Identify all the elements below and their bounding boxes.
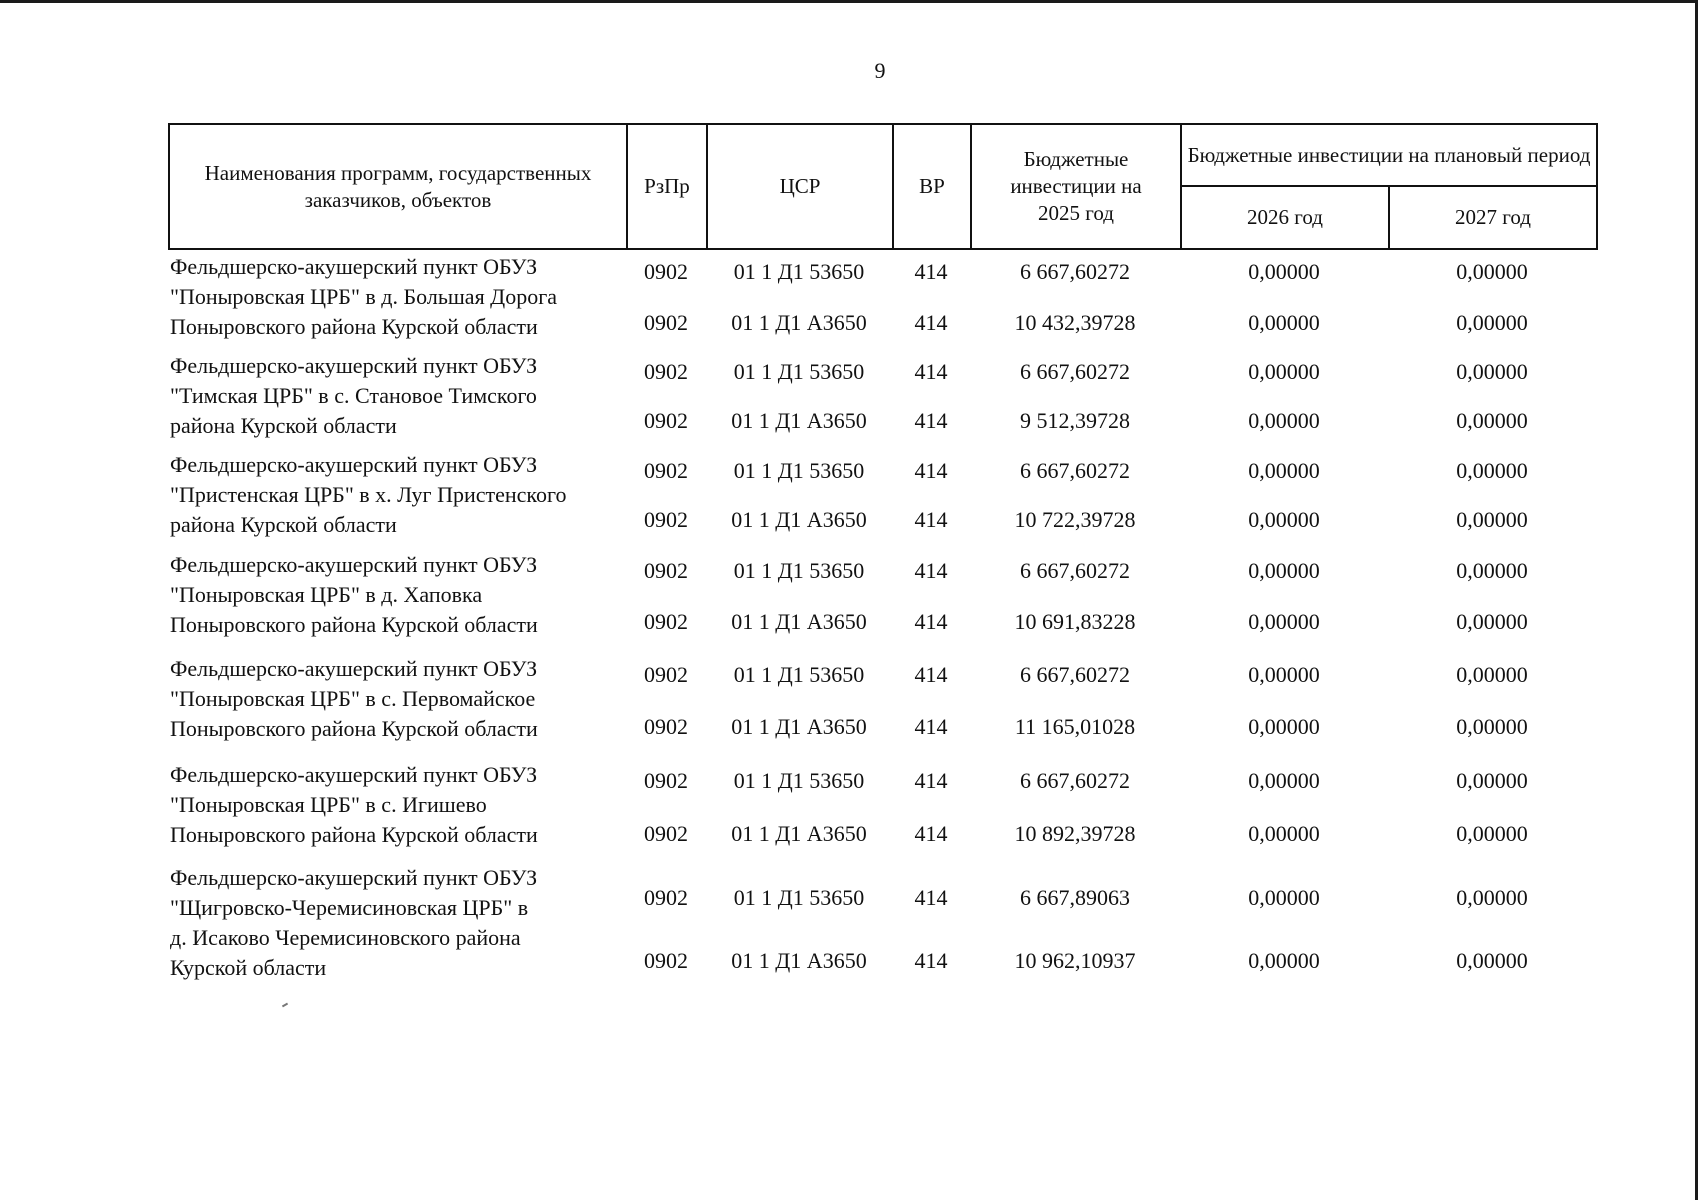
- cell-y2026: 0,00000: [1248, 821, 1320, 846]
- cell-rzpr: 0902: [644, 948, 688, 973]
- cell-vr: 414: [914, 948, 948, 973]
- cell-csr: 01 1 Д1 А3650: [731, 507, 867, 532]
- cell-y2026: 0,00000: [1248, 662, 1320, 687]
- cell-y2027: 0,00000: [1456, 885, 1528, 910]
- object-name: Фельдшерско-акушерский пункт ОБУЗ "Поныровская ЦРБ" в с. Игишево Поныровского района Курской области: [170, 762, 538, 847]
- header-vr: ВР: [893, 124, 971, 249]
- cell-vr: 414: [914, 609, 948, 634]
- cell-y2027: 0,00000: [1456, 609, 1528, 634]
- object-name: Фельдшерско-акушерский пункт ОБУЗ "Щигровско-Черемисиновская ЦРБ" в д. Исаково Черемисиновского района Курской области: [170, 865, 538, 980]
- cell-y2025: 6 667,60272: [1020, 662, 1130, 687]
- cell-y2027: 0,00000: [1456, 507, 1528, 532]
- cell-csr: 01 1 Д1 А3650: [731, 821, 867, 846]
- cell-vr: 414: [914, 821, 948, 846]
- cell-rzpr: 0902: [644, 714, 688, 739]
- cell-rzpr: 0902: [644, 768, 688, 793]
- cell-rzpr: 0902: [644, 821, 688, 846]
- cell-y2025: 10 722,39728: [1014, 507, 1136, 532]
- cell-csr: 01 1 Д1 А3650: [731, 609, 867, 634]
- cell-vr: 414: [914, 507, 948, 532]
- cell-y2025: 6 667,89063: [1020, 885, 1130, 910]
- cell-y2026: 0,00000: [1248, 458, 1320, 483]
- cell-vr: 414: [914, 259, 948, 284]
- cell-y2026: 0,00000: [1248, 408, 1320, 433]
- cell-y2027: 0,00000: [1456, 558, 1528, 583]
- cell-rzpr: 0902: [644, 507, 688, 532]
- object-name: Фельдшерско-акушерский пункт ОБУЗ "Поныровская ЦРБ" в д. Хаповка Поныровского района Курской области: [170, 552, 538, 637]
- cell-rzpr: 0902: [644, 662, 688, 687]
- cell-y2027: 0,00000: [1456, 408, 1528, 433]
- cell-y2027: 0,00000: [1456, 948, 1528, 973]
- cell-y2025: 11 165,01028: [1014, 714, 1136, 739]
- cell-y2025: 10 691,83228: [1014, 609, 1136, 634]
- table-header: [168, 123, 1598, 250]
- header-name: Наименования программ, государственных заказчиков, объектов: [169, 124, 627, 249]
- scan-speck: [282, 1003, 288, 1008]
- cell-y2026: 0,00000: [1248, 885, 1320, 910]
- cell-y2027: 0,00000: [1456, 359, 1528, 384]
- cell-csr: 01 1 Д1 А3650: [731, 948, 867, 973]
- cell-vr: 414: [914, 768, 948, 793]
- cell-vr: 414: [914, 458, 948, 483]
- cell-y2025: 10 432,39728: [1014, 310, 1136, 335]
- cell-y2025: 6 667,60272: [1020, 259, 1130, 284]
- cell-y2027: 0,00000: [1456, 821, 1528, 846]
- cell-vr: 414: [914, 408, 948, 433]
- cell-vr: 414: [914, 662, 948, 687]
- header-year-2026: 2026 год: [1181, 186, 1389, 249]
- cell-y2026: 0,00000: [1248, 359, 1320, 384]
- object-name: Фельдшерско-акушерский пункт ОБУЗ "Пристенская ЦРБ" в х. Луг Пристенского района Курской области: [170, 452, 567, 537]
- page-number: 9: [874, 58, 886, 83]
- cell-rzpr: 0902: [644, 885, 688, 910]
- cell-vr: 414: [914, 359, 948, 384]
- cell-csr: 01 1 Д1 А3650: [731, 310, 867, 335]
- cell-y2025: 10 892,39728: [1014, 821, 1136, 846]
- cell-y2026: 0,00000: [1248, 948, 1320, 973]
- cell-csr: 01 1 Д1 А3650: [731, 408, 867, 433]
- cell-y2026: 0,00000: [1248, 609, 1320, 634]
- object-name: Фельдшерско-акушерский пункт ОБУЗ "Поныровская ЦРБ" в с. Первомайское Поныровского района Курской области: [170, 656, 538, 741]
- cell-y2025: 10 962,10937: [1014, 948, 1136, 973]
- cell-rzpr: 0902: [644, 458, 688, 483]
- cell-y2026: 0,00000: [1248, 259, 1320, 284]
- cell-csr: 01 1 Д1 А3650: [731, 714, 867, 739]
- cell-y2026: 0,00000: [1248, 310, 1320, 335]
- cell-y2025: 6 667,60272: [1020, 558, 1130, 583]
- cell-y2027: 0,00000: [1456, 714, 1528, 739]
- object-name: Фельдшерско-акушерский пункт ОБУЗ "Поныровская ЦРБ" в д. Большая Дорога Поныровского района Курской области: [170, 254, 557, 339]
- cell-vr: 414: [914, 714, 948, 739]
- cell-rzpr: 0902: [644, 408, 688, 433]
- cell-csr: 01 1 Д1 53650: [733, 259, 865, 284]
- cell-y2026: 0,00000: [1248, 714, 1320, 739]
- cell-y2026: 0,00000: [1248, 768, 1320, 793]
- cell-csr: 01 1 Д1 53650: [733, 359, 865, 384]
- cell-y2027: 0,00000: [1456, 458, 1528, 483]
- cell-vr: 414: [914, 558, 948, 583]
- cell-y2025: 6 667,60272: [1020, 359, 1130, 384]
- header-year-2027: 2027 год: [1389, 186, 1597, 249]
- header-invest-2025: Бюджетные инвестиции на 2025 год: [971, 124, 1181, 249]
- cell-y2027: 0,00000: [1456, 310, 1528, 335]
- header-csr: ЦСР: [707, 124, 893, 249]
- cell-y2027: 0,00000: [1456, 768, 1528, 793]
- cell-rzpr: 0902: [644, 259, 688, 284]
- header-plan-period: Бюджетные инвестиции на плановый период: [1181, 124, 1597, 186]
- cell-csr: 01 1 Д1 53650: [733, 458, 865, 483]
- header-rzpr: РзПр: [627, 124, 707, 249]
- cell-csr: 01 1 Д1 53650: [733, 885, 865, 910]
- cell-csr: 01 1 Д1 53650: [733, 768, 865, 793]
- cell-y2026: 0,00000: [1248, 507, 1320, 532]
- page-edge-top: [0, 0, 1698, 3]
- cell-vr: 414: [914, 885, 948, 910]
- cell-y2025: 6 667,60272: [1020, 768, 1130, 793]
- cell-y2025: 6 667,60272: [1020, 458, 1130, 483]
- cell-rzpr: 0902: [644, 609, 688, 634]
- object-name: Фельдшерско-акушерский пункт ОБУЗ "Тимская ЦРБ" в с. Становое Тимского района Курской области: [170, 353, 538, 438]
- cell-y2025: 9 512,39728: [1020, 408, 1130, 433]
- cell-y2027: 0,00000: [1456, 662, 1528, 687]
- cell-y2026: 0,00000: [1248, 558, 1320, 583]
- cell-vr: 414: [914, 310, 948, 335]
- cell-y2027: 0,00000: [1456, 259, 1528, 284]
- cell-csr: 01 1 Д1 53650: [733, 558, 865, 583]
- cell-rzpr: 0902: [644, 558, 688, 583]
- cell-rzpr: 0902: [644, 359, 688, 384]
- cell-rzpr: 0902: [644, 310, 688, 335]
- cell-csr: 01 1 Д1 53650: [733, 662, 865, 687]
